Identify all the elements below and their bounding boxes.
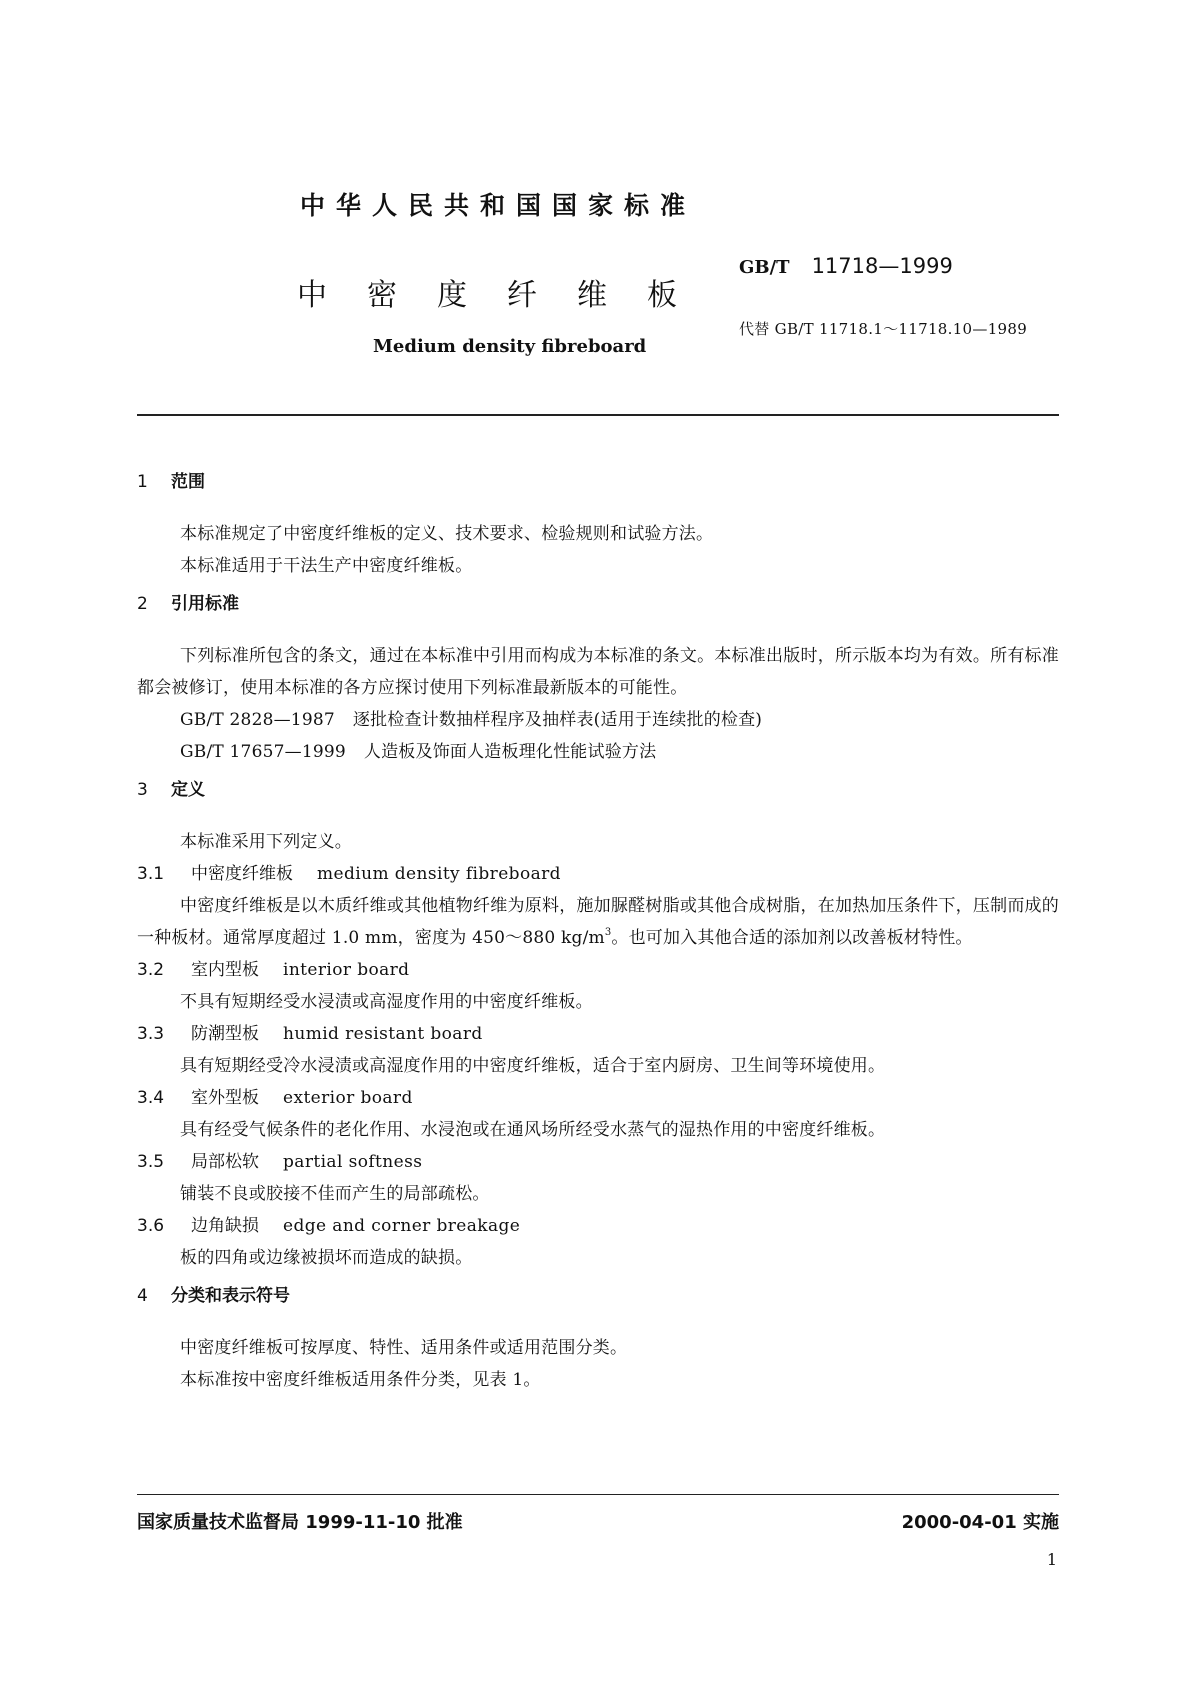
section-heading: 3 定义 [137, 780, 205, 800]
definition-text: 板的四角或边缘被损坏而造成的缺损。 [180, 1248, 473, 1268]
definition-text: 具有经受气候条件的老化作用、水浸泡或在通风场所经受水蒸气的湿热作用的中密度纤维板。 [180, 1120, 886, 1140]
definition-text: 具有短期经受冷水浸渍或高湿度作用的中密度纤维板，适合于室内厨房、卫生间等环境使用。 [180, 1056, 886, 1076]
paragraph: 本标准规定了中密度纤维板的定义、技术要求、检验规则和试验方法。 [180, 524, 714, 544]
footer-divider [137, 1494, 1059, 1495]
document-title: 中密度纤维板 [297, 278, 717, 313]
definition-heading: 3.6 边角缺损 edge and corner breakage [137, 1216, 521, 1236]
document-body [137, 466, 1059, 1396]
section-normative-references [137, 588, 1059, 768]
paragraph: 本标准适用于干法生产中密度纤维板。 [180, 556, 473, 576]
approval-date: 国家质量技术监督局 1999-11-10 批准 [137, 1512, 463, 1533]
definition-text: 中密度纤维板是以木质纤维或其他植物纤维为原料，施加脲醛树脂或其他合成树脂，在加热加压条件下，压制而成的一种板材。通常厚度超过 1.0 mm，密度为 450～880 $kg/m^3$。也可加入其他合适的添加剂以改善板材特性。 [137, 896, 1059, 948]
standard-prefix: GB/T [739, 257, 790, 278]
definition-heading: 3.5 局部松软 partial softness [137, 1152, 423, 1172]
section-scope [137, 466, 1059, 582]
paragraph: 中密度纤维板可按厚度、特性、适用条件或适用范围分类。 [180, 1338, 628, 1358]
effective-date: 2000-04-01 实施 [901, 1512, 1059, 1533]
definition-text: 不具有短期经受水浸渍或高湿度作用的中密度纤维板。 [180, 992, 593, 1012]
definition-heading: 3.2 室内型板 interior board [137, 960, 410, 980]
page-number: 1 [1046, 1550, 1057, 1569]
document-title-english: Medium density fibreboard [373, 336, 647, 357]
standard-code: 11718—1999 [811, 254, 953, 278]
definition-heading: 3.1 中密度纤维板 medium density fibreboard [137, 864, 561, 884]
paragraph: 下列标准所包含的条文，通过在本标准中引用而构成为本标准的条文。本标准出版时，所示版本均为有效。所有标准都会被修订，使用本标准的各方应探讨使用下列标准最新版本的可能性。 [137, 646, 1059, 698]
definition-heading: 3.3 防潮型板 humid resistant board [137, 1024, 483, 1044]
paragraph: 本标准按中密度纤维板适用条件分类，见表 1。 [180, 1370, 541, 1390]
header-divider [137, 414, 1059, 416]
section-heading: 1 范围 [137, 472, 205, 492]
reference-item: GB/T 17657—1999 人造板及饰面人造板理化性能试验方法 [180, 742, 657, 762]
definition-heading: 3.4 室外型板 exterior board [137, 1088, 413, 1108]
paragraph: 本标准采用下列定义。 [180, 832, 352, 852]
replaces-note: 代替 GB/T 11718.1～11718.10—1989 [739, 320, 1028, 338]
standard-number [739, 254, 953, 278]
definition-text: 铺装不良或胶接不佳而产生的局部疏松。 [180, 1184, 490, 1204]
reference-item: GB/T 2828—1987 逐批检查计数抽样程序及抽样表(适用于连续批的检查) [180, 710, 763, 730]
section-definitions [137, 774, 1059, 1274]
section-heading: 2 引用标准 [137, 594, 239, 614]
section-classification [137, 1280, 1059, 1396]
section-heading: 4 分类和表示符号 [137, 1286, 290, 1306]
standard-banner: 中华人民共和国国家标准 [300, 191, 697, 220]
